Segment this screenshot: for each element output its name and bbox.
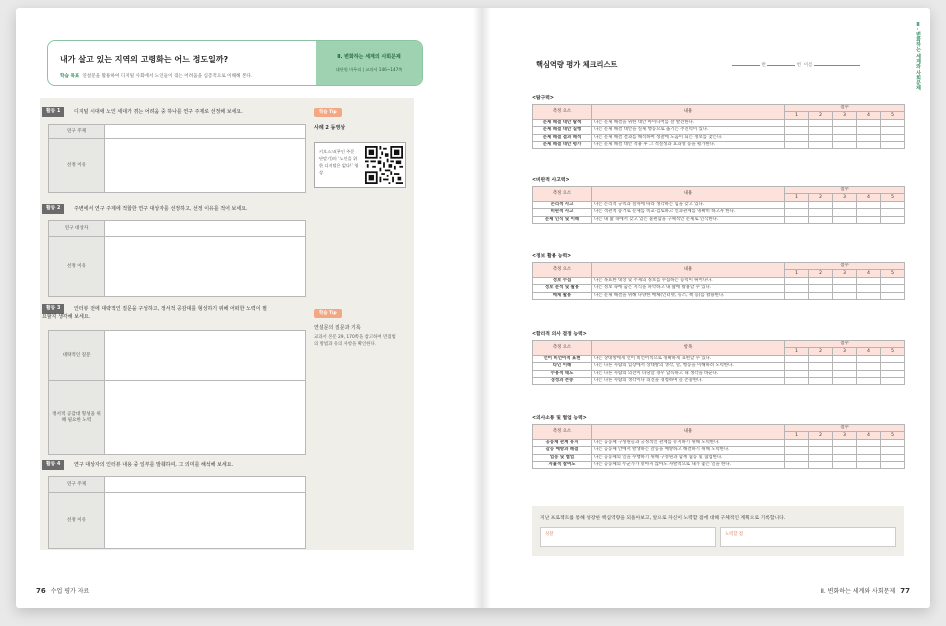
score-level: 2 <box>809 270 833 277</box>
score-cell[interactable] <box>785 119 809 126</box>
score-cell[interactable] <box>809 370 833 377</box>
score-level: 3 <box>833 270 857 277</box>
activity-3-text-line-2: 요할지 생각해 보세요. <box>42 314 91 320</box>
score-cell[interactable] <box>785 439 809 446</box>
checklist-row <box>533 216 905 223</box>
measure-description: 나는 정보 속에 숨은 지식을 파악하고 내 삶에 활용할 수 있다. <box>592 285 785 292</box>
score-level: 1 <box>785 112 809 119</box>
row-header: 대략적인 질문 <box>49 331 105 381</box>
score-cell[interactable] <box>833 141 857 148</box>
score-cell[interactable] <box>857 363 881 370</box>
checklist-row <box>533 285 905 292</box>
section-title: <정보 활용 능력> <box>532 254 572 259</box>
measure-header: 측정 요소 <box>533 263 592 278</box>
measure-header: 측정 요소 <box>533 341 592 356</box>
measure-description: 나는 공동체 안에서 발생하는 갈등을 예방하고 해결하기 위해 노력한다. <box>592 447 785 454</box>
checklist-table <box>532 262 905 300</box>
score-cell[interactable] <box>809 209 833 216</box>
score-cell[interactable] <box>857 134 881 141</box>
score-cell[interactable] <box>857 461 881 468</box>
score-level: 1 <box>785 270 809 277</box>
page-number-right: 77 <box>900 587 910 595</box>
score-cell[interactable] <box>785 370 809 377</box>
score-level: 4 <box>857 432 881 439</box>
score-cell[interactable] <box>881 209 905 216</box>
effort-box-label: 노력할 점 <box>725 532 743 537</box>
folio-left <box>36 586 89 595</box>
checklist-row <box>533 355 905 362</box>
score-cell[interactable] <box>833 209 857 216</box>
checklist-row <box>533 439 905 446</box>
score-level: 2 <box>809 348 833 355</box>
lesson-title: 내가 살고 있는 지역의 고령화는 어느 정도일까? <box>60 55 229 64</box>
measure-description: 나는 문제 해결을 위한 대안 아이디어를 잘 발견한다. <box>592 119 785 126</box>
measure-element: 문제 인식 및 이해 <box>533 216 592 223</box>
checklist-row <box>533 209 905 216</box>
measure-element: 자율적 참여도 <box>533 461 592 468</box>
measure-header: 측정 요소 <box>533 187 592 202</box>
score-header: 점수 <box>785 425 905 432</box>
score-cell[interactable] <box>857 447 881 454</box>
score-cell[interactable] <box>809 141 833 148</box>
measure-description: 나는 목표한 대상 및 주제의 정보를 수집하는 능력이 뛰어나다. <box>592 277 785 284</box>
score-level: 4 <box>857 270 881 277</box>
score-cell[interactable] <box>881 363 905 370</box>
section-title: <비판적 사고력> <box>532 178 570 183</box>
row-header: 연구 주제 <box>49 477 105 493</box>
class-blank[interactable] <box>732 65 760 66</box>
score-cell[interactable] <box>833 134 857 141</box>
checklist-title: 핵심역량 평가 체크리스트 <box>536 60 618 69</box>
activity-3-text-line-1: 인터뷰 전에 대략적인 질문을 구성하고, 정서적 공감대를 형성하기 위해 어떠한 노력이 필 <box>74 306 267 312</box>
score-cell[interactable] <box>785 277 809 284</box>
learning-goal-text: 연설문을 활용하여 디지털 사회에서 노인들이 겪는 어려움을 심층적으로 이해해 본다. <box>82 74 253 79</box>
measure-description: 나는 다른 사람의 의견이 타당할 경우 납득하고 내 생각을 바꾼다. <box>592 370 785 377</box>
score-cell[interactable] <box>833 439 857 446</box>
row-header: 정서적 공감대 형성을 위해 필요한 노력 <box>49 381 105 455</box>
score-cell[interactable] <box>785 461 809 468</box>
name-blank[interactable] <box>814 65 860 66</box>
tip-2-text-line-2: 의 방법과 유의 사항을 확인한다. <box>314 342 377 347</box>
score-cell[interactable] <box>857 439 881 446</box>
score-cell[interactable] <box>809 134 833 141</box>
score-cell[interactable] <box>833 201 857 208</box>
score-cell[interactable] <box>881 454 905 461</box>
score-cell[interactable] <box>785 363 809 370</box>
score-level: 5 <box>881 112 905 119</box>
score-cell[interactable] <box>857 209 881 216</box>
measure-element: 타인 이해 <box>533 363 592 370</box>
measure-description: 나는 문제 해결 결과를 해석하여 성찰에 도움이 되는 정보를 찾는다. <box>592 134 785 141</box>
answer-cell[interactable] <box>105 221 306 237</box>
name-label: 이름 <box>803 63 813 68</box>
checklist-row <box>533 141 905 148</box>
section-title: <합리적 의사 결정 능력> <box>532 332 587 337</box>
reflection-box[interactable] <box>540 527 716 547</box>
measure-description: 나는 공동체의 누군가가 맡아지 않아도 자발적으로 내가 좋은 일을 한다. <box>592 461 785 468</box>
score-cell[interactable] <box>881 141 905 148</box>
measure-header: 측정 요소 <box>533 105 592 120</box>
score-level: 3 <box>833 194 857 201</box>
score-level: 3 <box>833 432 857 439</box>
score-cell[interactable] <box>833 292 857 299</box>
measure-element: 매체 활용 <box>533 292 592 299</box>
measure-element: 갈등 예방과 해결 <box>533 447 592 454</box>
folio-right-text: Ⅱ. 변화하는 세계와 사회문제 <box>820 588 896 595</box>
score-cell[interactable] <box>881 377 905 384</box>
score-cell[interactable] <box>809 127 833 134</box>
activity-4-label: 활동 4 <box>42 460 64 470</box>
checklist-row <box>533 277 905 284</box>
answer-cell[interactable] <box>105 237 306 297</box>
content-header: 내용 <box>592 187 785 202</box>
score-cell[interactable] <box>881 216 905 223</box>
checklist-row <box>533 292 905 299</box>
measure-header: 측정 요소 <box>533 425 592 440</box>
score-cell[interactable] <box>809 377 833 384</box>
score-level: 4 <box>857 112 881 119</box>
score-cell[interactable] <box>881 127 905 134</box>
tip-1-tag: 학습 Tip <box>314 108 342 117</box>
reflection-area <box>532 506 904 556</box>
activity-3-label: 활동 3 <box>42 304 64 314</box>
score-cell[interactable] <box>881 355 905 362</box>
score-level: 1 <box>785 348 809 355</box>
score-cell[interactable] <box>785 209 809 216</box>
score-cell[interactable] <box>785 377 809 384</box>
score-cell[interactable] <box>881 134 905 141</box>
score-cell[interactable] <box>857 277 881 284</box>
answer-cell[interactable] <box>105 331 306 381</box>
checklist-row <box>533 461 905 468</box>
score-cell[interactable] <box>857 454 881 461</box>
learning-goal <box>60 73 252 79</box>
content-header: 내용 <box>592 105 785 120</box>
score-cell[interactable] <box>857 201 881 208</box>
answer-cell[interactable] <box>105 139 306 193</box>
measure-element: 경청과 존중 <box>533 377 592 384</box>
score-cell[interactable] <box>833 285 857 292</box>
content-header: 내용 <box>592 425 785 440</box>
score-cell[interactable] <box>809 454 833 461</box>
score-cell[interactable] <box>857 127 881 134</box>
checklist-table <box>532 104 905 149</box>
measure-element: 논리적 사고 <box>533 201 592 208</box>
tip-2-tag: 학습 Tip <box>314 309 342 318</box>
score-cell[interactable] <box>785 134 809 141</box>
score-cell[interactable] <box>881 285 905 292</box>
score-cell[interactable] <box>833 461 857 468</box>
score-cell[interactable] <box>857 141 881 148</box>
score-cell[interactable] <box>857 119 881 126</box>
score-cell[interactable] <box>809 447 833 454</box>
checklist-table <box>532 424 905 469</box>
checklist-row <box>533 134 905 141</box>
measure-element: 문제 해결 대안 탐색 <box>533 119 592 126</box>
score-level: 5 <box>881 348 905 355</box>
activity-2-table <box>48 220 306 297</box>
score-cell[interactable] <box>881 461 905 468</box>
measure-element: 비판적 사고 <box>533 209 592 216</box>
row-header: 연구 주제 <box>49 125 105 139</box>
score-cell[interactable] <box>785 447 809 454</box>
score-level: 3 <box>833 112 857 119</box>
measure-description: 나는 문제 해결 대안을 실제 행동으로 옮기는 추진력이 있다. <box>592 127 785 134</box>
score-cell[interactable] <box>833 277 857 284</box>
checklist-row <box>533 127 905 134</box>
measure-element: 정보 분석 및 활용 <box>533 285 592 292</box>
score-cell[interactable] <box>881 292 905 299</box>
score-header: 점수 <box>785 341 905 348</box>
textbook-spread <box>16 8 930 608</box>
measure-element: 언어 비언어적 표현 <box>533 355 592 362</box>
folio-left-text: 수업 평가 자료 <box>50 588 90 595</box>
section-title: <탐구력> <box>532 96 554 101</box>
content-header: 내용 <box>592 263 785 278</box>
tip-2-text-line-1: 교과서 본문 29, 170쪽을 참고하여 면접법 <box>314 335 396 340</box>
score-level: 2 <box>809 194 833 201</box>
score-cell[interactable] <box>785 201 809 208</box>
measure-description: 나는 다른 사람의 생각이나 의견을 경청하며 늘 존중한다. <box>592 377 785 384</box>
activity-1-table <box>48 124 306 193</box>
score-cell[interactable] <box>785 355 809 362</box>
score-cell[interactable] <box>809 277 833 284</box>
measure-description: 나는 문제 해결을 위해 다양한 매체(인터넷, 뉴스, 책 등)를 활용한다. <box>592 292 785 299</box>
score-level: 3 <box>833 348 857 355</box>
checklist-row <box>533 377 905 384</box>
page-gutter <box>473 8 491 608</box>
score-level: 1 <box>785 432 809 439</box>
score-cell[interactable] <box>833 447 857 454</box>
measure-description: 나는 공동체 구성원들과 긍정적인 관계를 유지하기 위해 노력한다. <box>592 439 785 446</box>
score-cell[interactable] <box>833 377 857 384</box>
class-label: 반 <box>761 63 766 68</box>
learning-goal-label: 학습 목표 <box>60 74 80 79</box>
measure-element: 문제 해결 결과 해석 <box>533 134 592 141</box>
score-cell[interactable] <box>833 216 857 223</box>
student-info-fields <box>732 62 860 68</box>
score-cell[interactable] <box>881 201 905 208</box>
measure-description: 나는 상대방에게 언어 비언어적으로 정확하게 표현할 수 있다. <box>592 355 785 362</box>
score-cell[interactable] <box>857 292 881 299</box>
activity-4-table <box>48 476 306 549</box>
answer-cell[interactable] <box>105 477 306 493</box>
qr-code-icon[interactable] <box>365 146 403 184</box>
checklist-table <box>532 186 905 224</box>
score-cell[interactable] <box>857 216 881 223</box>
section-title: <의사소통 및 협업 능력> <box>532 416 587 421</box>
activity-3-table <box>48 330 306 455</box>
checklist-table <box>532 340 905 385</box>
page-number-left: 76 <box>36 587 46 595</box>
activity-2-text: 주변에서 연구 주제에 적합한 연구 대상자를 선정하고, 선정 이유를 적어 보세요. <box>74 206 248 212</box>
score-cell[interactable] <box>809 355 833 362</box>
unit-tag-sub: 대단원 마무리 | 교과서 146~147쪽 <box>335 67 403 72</box>
reflection-instruction: 지난 프로젝트를 통해 성장한 핵심역량을 되돌아보고, 앞으로 자신이 노력할 점에 대해 구체적인 계획으로 기록합니다. <box>540 516 786 521</box>
reflection-box-label: 성찰 <box>545 532 554 537</box>
tip-2-text <box>314 334 396 348</box>
score-cell[interactable] <box>809 285 833 292</box>
score-cell[interactable] <box>881 277 905 284</box>
qr-caption: 키오스크(무인 주문 단말기)의 ‘노인을 위한 디지털은 없다!’ 영상 <box>319 149 359 175</box>
content-header: 항목 <box>592 341 785 356</box>
measure-element: 업동 및 협업 <box>533 454 592 461</box>
score-cell[interactable] <box>857 370 881 377</box>
score-level: 1 <box>785 194 809 201</box>
row-header: 연구 대상자 <box>49 221 105 237</box>
score-cell[interactable] <box>881 370 905 377</box>
score-cell[interactable] <box>785 216 809 223</box>
number-blank[interactable] <box>767 65 795 66</box>
score-cell[interactable] <box>833 454 857 461</box>
score-cell[interactable] <box>881 439 905 446</box>
measure-description: 나는 내 삶 속에서 갖고 있는 불편함을 구체적인 문제로 인식한다. <box>592 216 785 223</box>
activity-1-text: 디지털 시대에 노인 세대가 겪는 어려움 중 하나를 연구 주제로 선정해 보세요. <box>74 109 243 115</box>
score-cell[interactable] <box>785 127 809 134</box>
tip-2-title: 연설문의 질문과 기록 <box>314 325 361 331</box>
score-cell[interactable] <box>785 454 809 461</box>
score-level: 5 <box>881 432 905 439</box>
score-level: 5 <box>881 270 905 277</box>
checklist-row <box>533 370 905 377</box>
score-cell[interactable] <box>833 370 857 377</box>
score-cell[interactable] <box>809 363 833 370</box>
measure-description: 나는 다른 사람의 입장에서 상대방의 생각, 말, 행동을 이해하려 노력한다. <box>592 363 785 370</box>
score-header: 점수 <box>785 187 905 194</box>
score-level: 5 <box>881 194 905 201</box>
score-cell[interactable] <box>809 439 833 446</box>
score-cell[interactable] <box>785 285 809 292</box>
measure-description: 나는 논리적 규칙과 절차에 따라 생각하는 힘을 갖고 있다. <box>592 201 785 208</box>
score-level: 2 <box>809 112 833 119</box>
score-cell[interactable] <box>833 127 857 134</box>
score-cell[interactable] <box>857 355 881 362</box>
effort-box[interactable] <box>720 527 896 547</box>
activity-4-text: 연구 대상자의 인터뷰 내용 중 일부를 발췌하여, 그 의미를 해석해 보세요. <box>74 462 234 468</box>
score-cell[interactable] <box>809 216 833 223</box>
score-level: 4 <box>857 194 881 201</box>
answer-cell[interactable] <box>105 125 306 139</box>
checklist-row <box>533 447 905 454</box>
checklist-row <box>533 454 905 461</box>
row-header: 선정 이유 <box>49 493 105 549</box>
measure-description: 나는 공동체의 일을 수행하기 위해 구성원과 함께 협동 및 협업한다. <box>592 454 785 461</box>
measure-element: 수용적 태도 <box>533 370 592 377</box>
score-cell[interactable] <box>809 201 833 208</box>
score-header: 점수 <box>785 263 905 270</box>
qr-card <box>314 142 406 188</box>
answer-cell[interactable] <box>105 381 306 455</box>
score-level: 4 <box>857 348 881 355</box>
score-cell[interactable] <box>881 119 905 126</box>
checklist-row <box>533 363 905 370</box>
checklist-row <box>533 119 905 126</box>
score-cell[interactable] <box>833 363 857 370</box>
score-cell[interactable] <box>809 461 833 468</box>
measure-description: 나는 객관적 증거로 문제를 비교·검토하고 인과관계를 명확히 하고자 한다. <box>592 209 785 216</box>
measure-description: 나는 문제 해결 대안 적용 후 그 적절성과 효과성 등을 평가한다. <box>592 141 785 148</box>
measure-element: 문제 해결 대안 평가 <box>533 141 592 148</box>
row-header: 선정 이유 <box>49 139 105 193</box>
score-cell[interactable] <box>785 141 809 148</box>
activity-1-label: 활동 1 <box>42 107 64 117</box>
score-cell[interactable] <box>857 285 881 292</box>
score-cell[interactable] <box>809 292 833 299</box>
tip-1-title: 사례 2 동영상 <box>314 125 346 131</box>
measure-element: 공동체 관계 유지 <box>533 439 592 446</box>
folio-right <box>821 586 910 595</box>
score-cell[interactable] <box>833 119 857 126</box>
score-cell[interactable] <box>809 119 833 126</box>
activity-2-label: 활동 2 <box>42 204 64 214</box>
row-header: 선정 이유 <box>49 237 105 297</box>
unit-tag <box>316 41 422 85</box>
score-cell[interactable] <box>881 447 905 454</box>
side-unit-label: Ⅱ. 변화하는 세계와 사회문제 <box>915 22 921 91</box>
score-cell[interactable] <box>833 355 857 362</box>
score-cell[interactable] <box>857 377 881 384</box>
score-cell[interactable] <box>785 292 809 299</box>
unit-tag-title: Ⅱ. 변화하는 세계의 사회문제 <box>337 54 401 60</box>
checklist-row <box>533 201 905 208</box>
lesson-title-box <box>47 40 423 86</box>
number-label: 번 <box>796 63 802 68</box>
answer-cell[interactable] <box>105 493 306 549</box>
measure-element: 문제 해결 대안 실행 <box>533 127 592 134</box>
score-level: 2 <box>809 432 833 439</box>
measure-element: 정보 수집 <box>533 277 592 284</box>
score-header: 점수 <box>785 105 905 112</box>
